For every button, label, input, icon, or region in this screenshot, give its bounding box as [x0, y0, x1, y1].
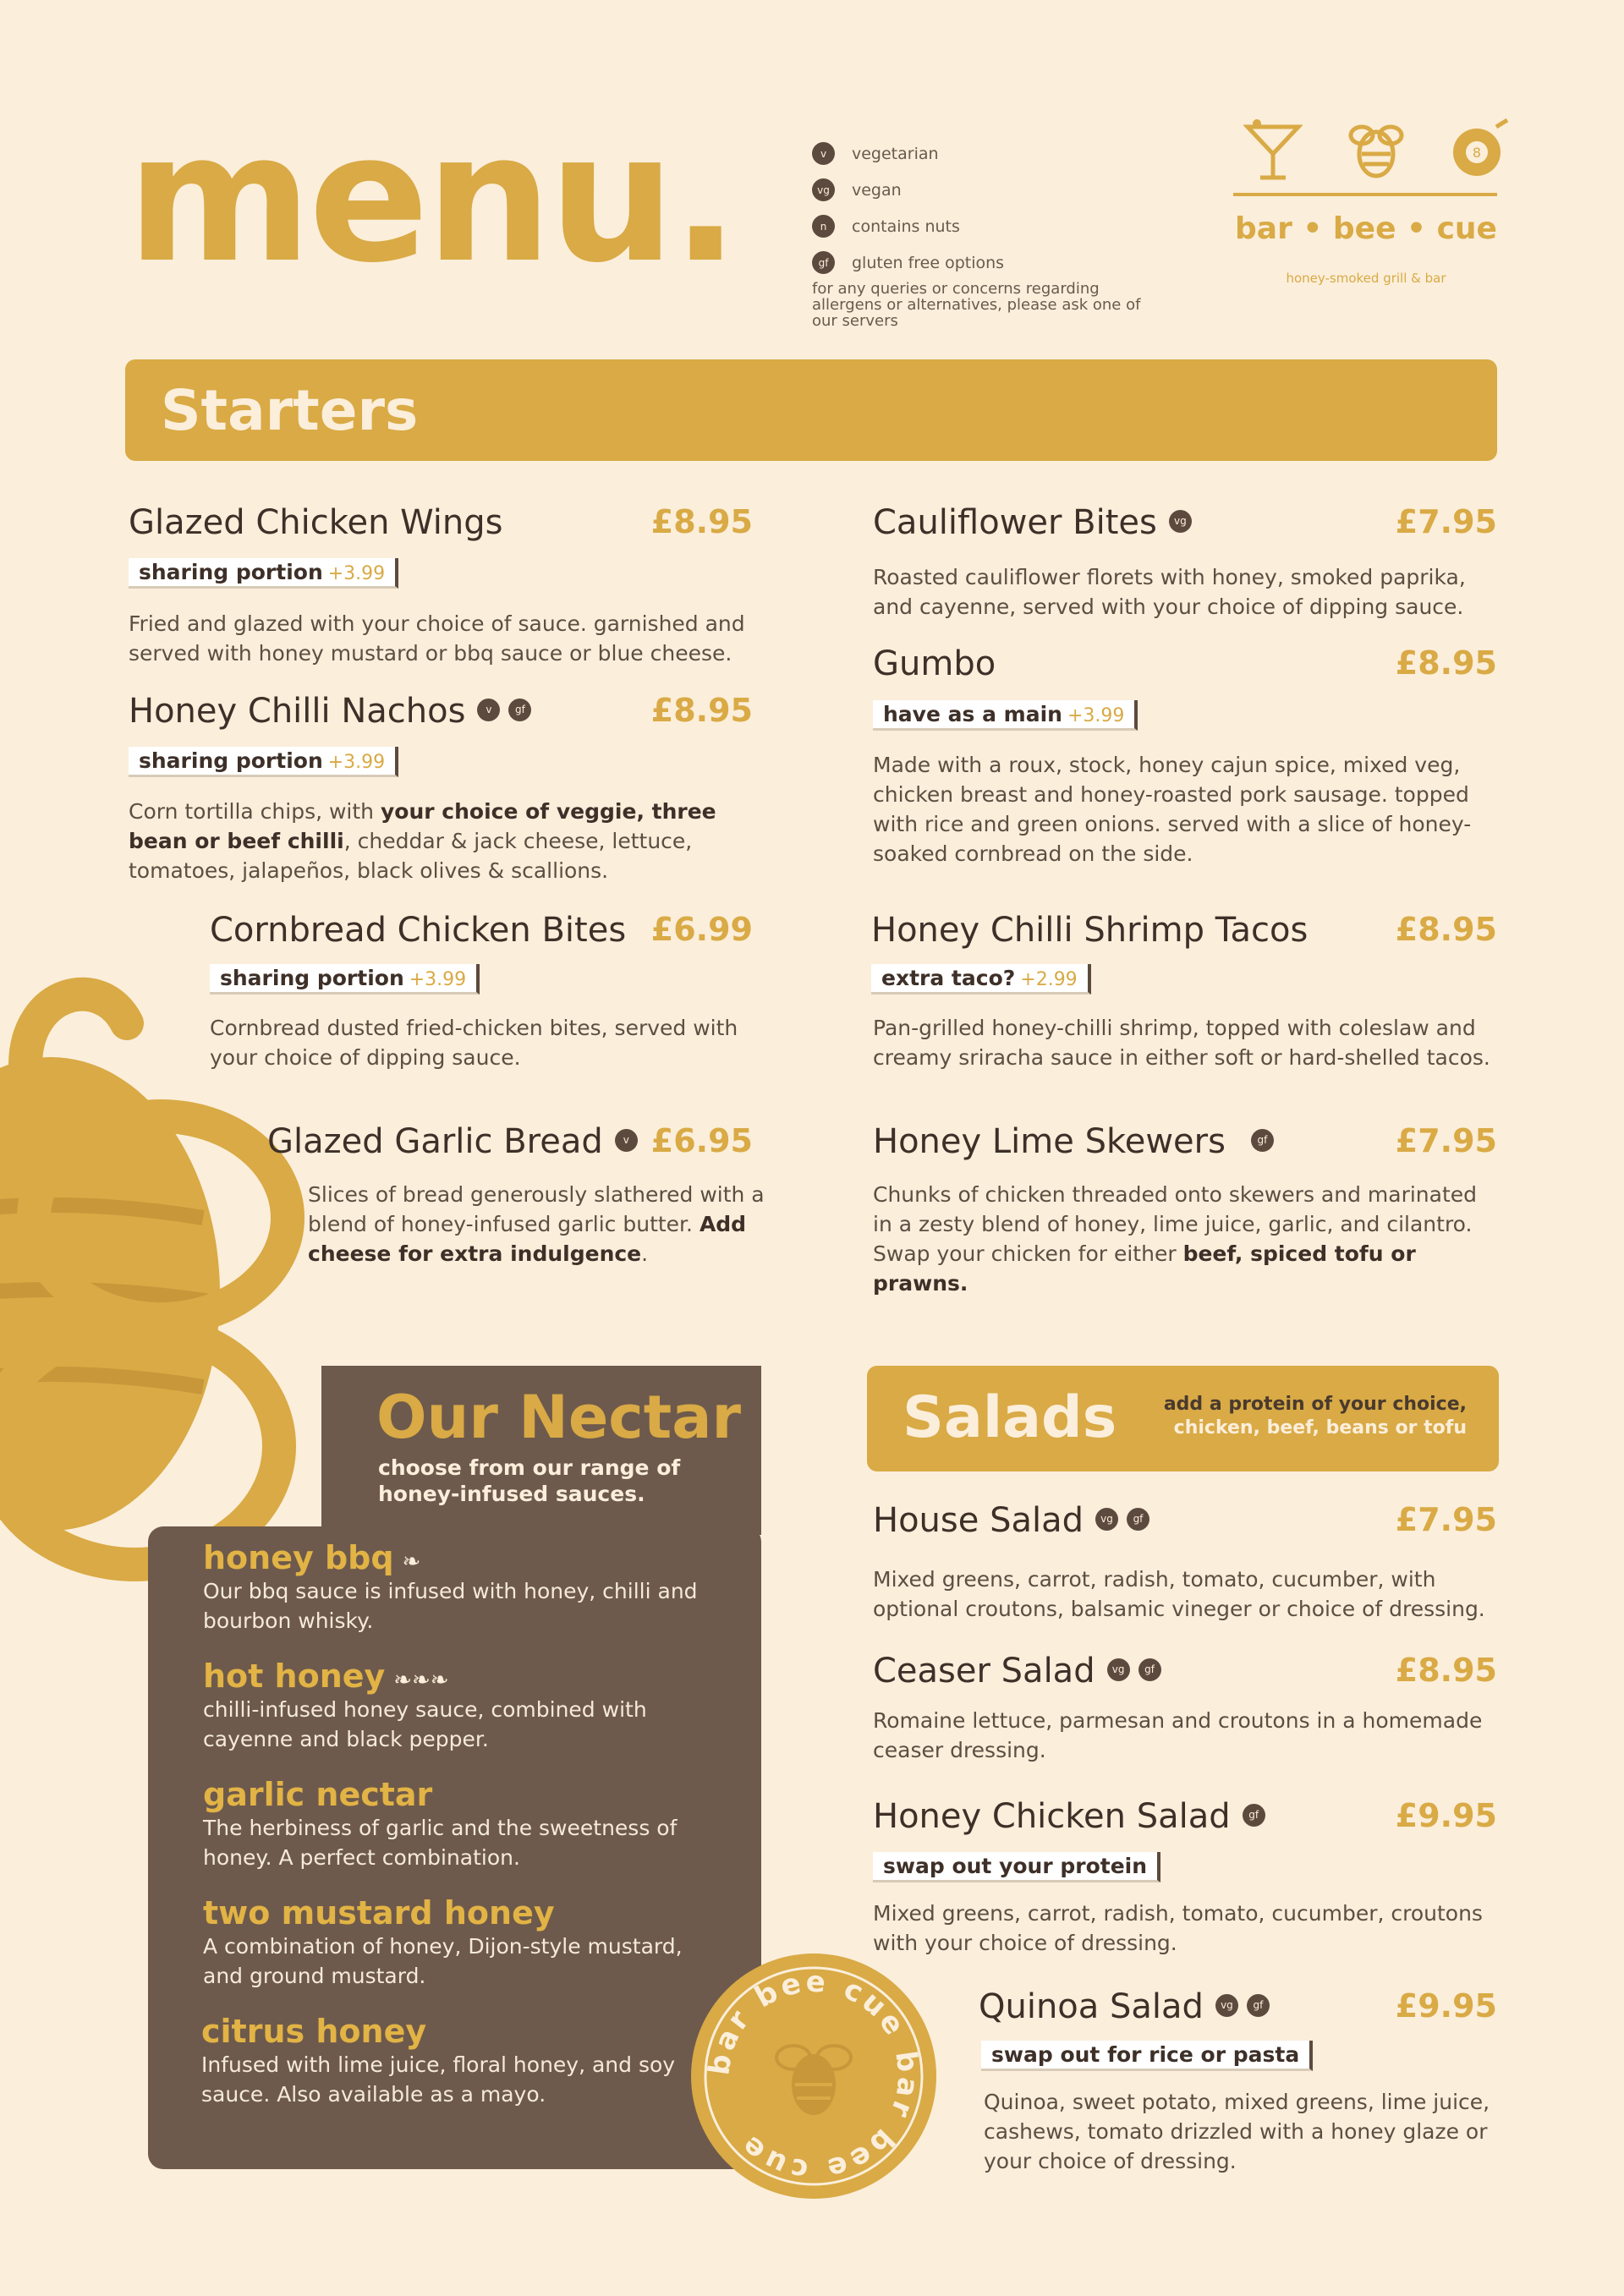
item-name	[873, 503, 1192, 542]
desc-highlight: Add cheese for extra indulgence	[308, 1212, 747, 1266]
item-price: £8.95	[1395, 1652, 1497, 1689]
sauce-name-text: hot honey	[203, 1658, 386, 1695]
sauce-name: two mustard honey	[203, 1894, 555, 1932]
item-description: Cornbread dusted fried-chicken bites, served with your choice of dipping sauce.	[210, 1016, 738, 1070]
nectar-title: Our Nectar	[376, 1383, 742, 1452]
item-name	[267, 1122, 638, 1161]
sauce-item	[201, 2013, 726, 2109]
stamp-text: bar bee cue bar bee cue	[702, 1964, 925, 2188]
tag-price: +3.99	[327, 563, 386, 584]
item-name	[873, 1652, 1161, 1690]
starters-banner	[125, 359, 1497, 461]
starters-title: Starters	[161, 378, 419, 443]
item-price: £8.95	[1395, 911, 1497, 948]
sauce-item	[203, 1894, 727, 1991]
tag-label: sharing portion	[139, 748, 323, 773]
logo-divider	[1233, 193, 1497, 196]
brand-icons	[1243, 118, 1509, 182]
tag-price: +3.99	[409, 969, 467, 990]
tag-price: +2.99	[1020, 969, 1078, 990]
tag-label: sharing portion	[220, 966, 404, 990]
gf-badge: gf	[1251, 1129, 1274, 1152]
item-name-text: Quinoa Salad	[979, 1987, 1204, 2026]
vg-badge: vg	[1215, 1994, 1238, 2017]
item-price: £7.95	[1395, 1501, 1497, 1538]
tag-price: +3.99	[327, 752, 386, 773]
tag-label: sharing portion	[139, 560, 323, 584]
item-name	[129, 692, 531, 731]
gf-badge: gf	[1127, 1508, 1149, 1531]
sauce-name: garlic nectar	[203, 1776, 433, 1813]
sauce-name: citrus honey	[201, 2013, 427, 2050]
desc-text: , cheddar & jack cheese, lettuce, tomatoes, jalapeños, black olives & scallions.	[129, 829, 693, 883]
tag-label: swap out your protein	[883, 1854, 1148, 1878]
tag-label: extra taco?	[881, 966, 1016, 990]
item-name: Honey Chilli Shrimp Tacos	[871, 911, 1309, 950]
item-description: Mixed greens, carrot, radish, tomato, cucumber, with optional croutons, balsamic vineger or choice of dressing.	[873, 1567, 1485, 1621]
sauce-name-text: honey bbq	[203, 1539, 394, 1576]
item-name-text: Honey Lime Skewers	[873, 1122, 1226, 1161]
gf-badge: gf	[1247, 1994, 1270, 2017]
dietary-legend	[812, 135, 1004, 281]
sauce-item	[203, 1776, 727, 1872]
item-option-tag	[210, 964, 480, 995]
sauce-item	[203, 1539, 727, 1636]
sauce-name	[203, 1539, 727, 1576]
salads-title: Salads	[903, 1384, 1117, 1451]
gf-badge: gf	[508, 699, 531, 721]
desc-highlight: beef, spiced tofu or prawns.	[873, 1241, 1416, 1296]
item-price: £9.95	[1395, 1987, 1497, 2025]
item-description: Made with a roux, stock, honey cajun spice, mixed veg, chicken breast and honey-roasted pork sausage. topped with rice and green onions. served with a slice of honey-soaked cornbread on the side.	[873, 753, 1472, 866]
sauce-name	[203, 1658, 727, 1695]
vg-badge: vg	[1095, 1508, 1118, 1531]
nectar-subtitle: choose from our range of honey-infused sauces.	[378, 1455, 681, 1506]
item-name-text: House Salad	[873, 1501, 1084, 1540]
item-option-tag	[873, 1852, 1160, 1882]
item-description: Roasted cauliflower florets with honey, smoked paprika, and cayenne, served with your choice of dipping sauce.	[873, 565, 1466, 619]
legend-label: vegan	[852, 180, 902, 200]
item-name-text: Honey Chicken Salad	[873, 1797, 1231, 1836]
item-price: £6.99	[650, 911, 753, 948]
salads-banner	[867, 1366, 1499, 1471]
item-description: Romaine lettuce, parmesan and croutons in a homemade ceaser dressing.	[873, 1708, 1483, 1762]
desc-highlight: your choice of veggie, three bean or beef chilli	[129, 799, 716, 853]
sauce-description: The herbiness of garlic and the sweetness of honey. A perfect combination.	[203, 1816, 678, 1870]
item-name-text: Honey Chilli Nachos	[129, 692, 466, 731]
desc-text: Corn tortilla chips, with	[129, 799, 381, 824]
v-badge: v	[615, 1129, 638, 1152]
sauce-description: chilli-infused honey sauce, combined with cayenne and black pepper.	[203, 1697, 647, 1751]
item-name-text: Glazed Garlic Bread	[267, 1122, 603, 1161]
item-description: Fried and glazed with your choice of sauce. garnished and served with honey mustard or bbq sauce or blue cheese.	[129, 611, 745, 666]
item-description: Pan-grilled honey-chilli shrimp, topped with coleslaw and creamy sriracha sauce in either soft or hard-shelled tacos.	[873, 1016, 1490, 1070]
item-name-text: Cauliflower Bites	[873, 503, 1157, 542]
item-description	[129, 797, 771, 885]
chilli-icon: ❧	[402, 1549, 421, 1575]
item-name-text: Ceaser Salad	[873, 1652, 1095, 1690]
page-title: menu.	[127, 95, 737, 302]
gf-badge: gf	[1243, 1804, 1265, 1827]
item-description: Mixed greens, carrot, radish, tomato, cucumber, croutons with your choice of dressing.	[873, 1901, 1483, 1955]
legend-label: vegetarian	[852, 144, 939, 163]
item-option-tag	[129, 558, 398, 589]
brand-stamp	[687, 1949, 941, 2203]
note-line: add a protein of your choice,	[1163, 1394, 1467, 1415]
sauce-description: A combination of honey, Dijon-style mustard, and ground mustard.	[203, 1934, 683, 1988]
item-price: £8.95	[1395, 644, 1497, 682]
brand-tagline: honey-smoked grill & bar	[1286, 271, 1446, 286]
item-name	[873, 1122, 1274, 1161]
chilli-icon: ❧❧❧	[393, 1668, 449, 1693]
item-description	[873, 1180, 1499, 1298]
v-badge: v	[812, 142, 835, 165]
legend-item	[812, 244, 1004, 281]
item-price: £9.95	[1395, 1797, 1497, 1834]
sauce-description: Infused with lime juice, floral honey, and soy sauce. Also available as a mayo.	[201, 2052, 676, 2107]
v-badge: v	[477, 699, 500, 721]
item-option-tag	[129, 747, 398, 777]
item-name	[979, 1987, 1270, 2026]
item-option-tag	[873, 700, 1138, 731]
item-name	[873, 1501, 1149, 1540]
billiard-ball-icon	[1450, 118, 1509, 182]
brand-name: bar • bee • cue	[1235, 211, 1497, 246]
salads-protein-note	[1164, 1393, 1467, 1440]
vg-badge: vg	[812, 178, 835, 201]
item-option-tag	[981, 2041, 1313, 2071]
note-line: chicken, beef, beans or tofu	[1173, 1417, 1467, 1438]
bee-icon	[1347, 118, 1406, 182]
item-description	[308, 1180, 765, 1269]
legend-label: contains nuts	[852, 216, 960, 236]
item-description: Quinoa, sweet potato, mixed greens, lime juice, cashews, tomato drizzled with a honey glaze or your choice of dressing.	[984, 2090, 1490, 2173]
item-price: £8.95	[650, 503, 753, 540]
item-price: £7.95	[1395, 503, 1497, 540]
desc-text: Chunks of chicken threaded onto skewers and marinated in a zesty blend of honey, lime juice, garlic, and cilantro. Swap your chicken for either	[873, 1182, 1478, 1266]
ball-number: 8	[1472, 145, 1482, 161]
item-name	[873, 1797, 1265, 1836]
legend-item	[812, 172, 1004, 208]
tag-price: +3.99	[1067, 705, 1125, 726]
item-option-tag	[871, 964, 1091, 995]
item-price: £7.95	[1395, 1122, 1497, 1159]
gf-badge: gf	[812, 251, 835, 274]
legend-item	[812, 208, 1004, 244]
item-name: Gumbo	[873, 644, 996, 683]
vg-badge: vg	[1169, 510, 1192, 533]
n-badge: n	[812, 215, 835, 238]
item-name: Cornbread Chicken Bites	[210, 911, 627, 950]
allergen-note: for any queries or concerns regarding allergens or alternatives, please ask one of our servers	[812, 280, 1141, 330]
sauce-item	[203, 1658, 727, 1754]
tag-label: swap out for rice or pasta	[991, 2042, 1300, 2067]
vg-badge: vg	[1107, 1658, 1130, 1681]
legend-label: gluten free options	[852, 253, 1005, 272]
legend-item	[812, 135, 1004, 172]
desc-text: Slices of bread generously slathered with a blend of honey-infused garlic butter.	[308, 1182, 765, 1236]
gf-badge: gf	[1138, 1658, 1161, 1681]
item-price: £8.95	[650, 692, 753, 729]
sauce-description: Our bbq sauce is infused with honey, chilli and bourbon whisky.	[203, 1579, 698, 1633]
item-price: £6.95	[650, 1122, 753, 1159]
tag-label: have as a main	[883, 702, 1062, 726]
cocktail-icon	[1243, 118, 1303, 182]
item-name: Glazed Chicken Wings	[129, 503, 503, 542]
desc-text: .	[641, 1241, 649, 1266]
